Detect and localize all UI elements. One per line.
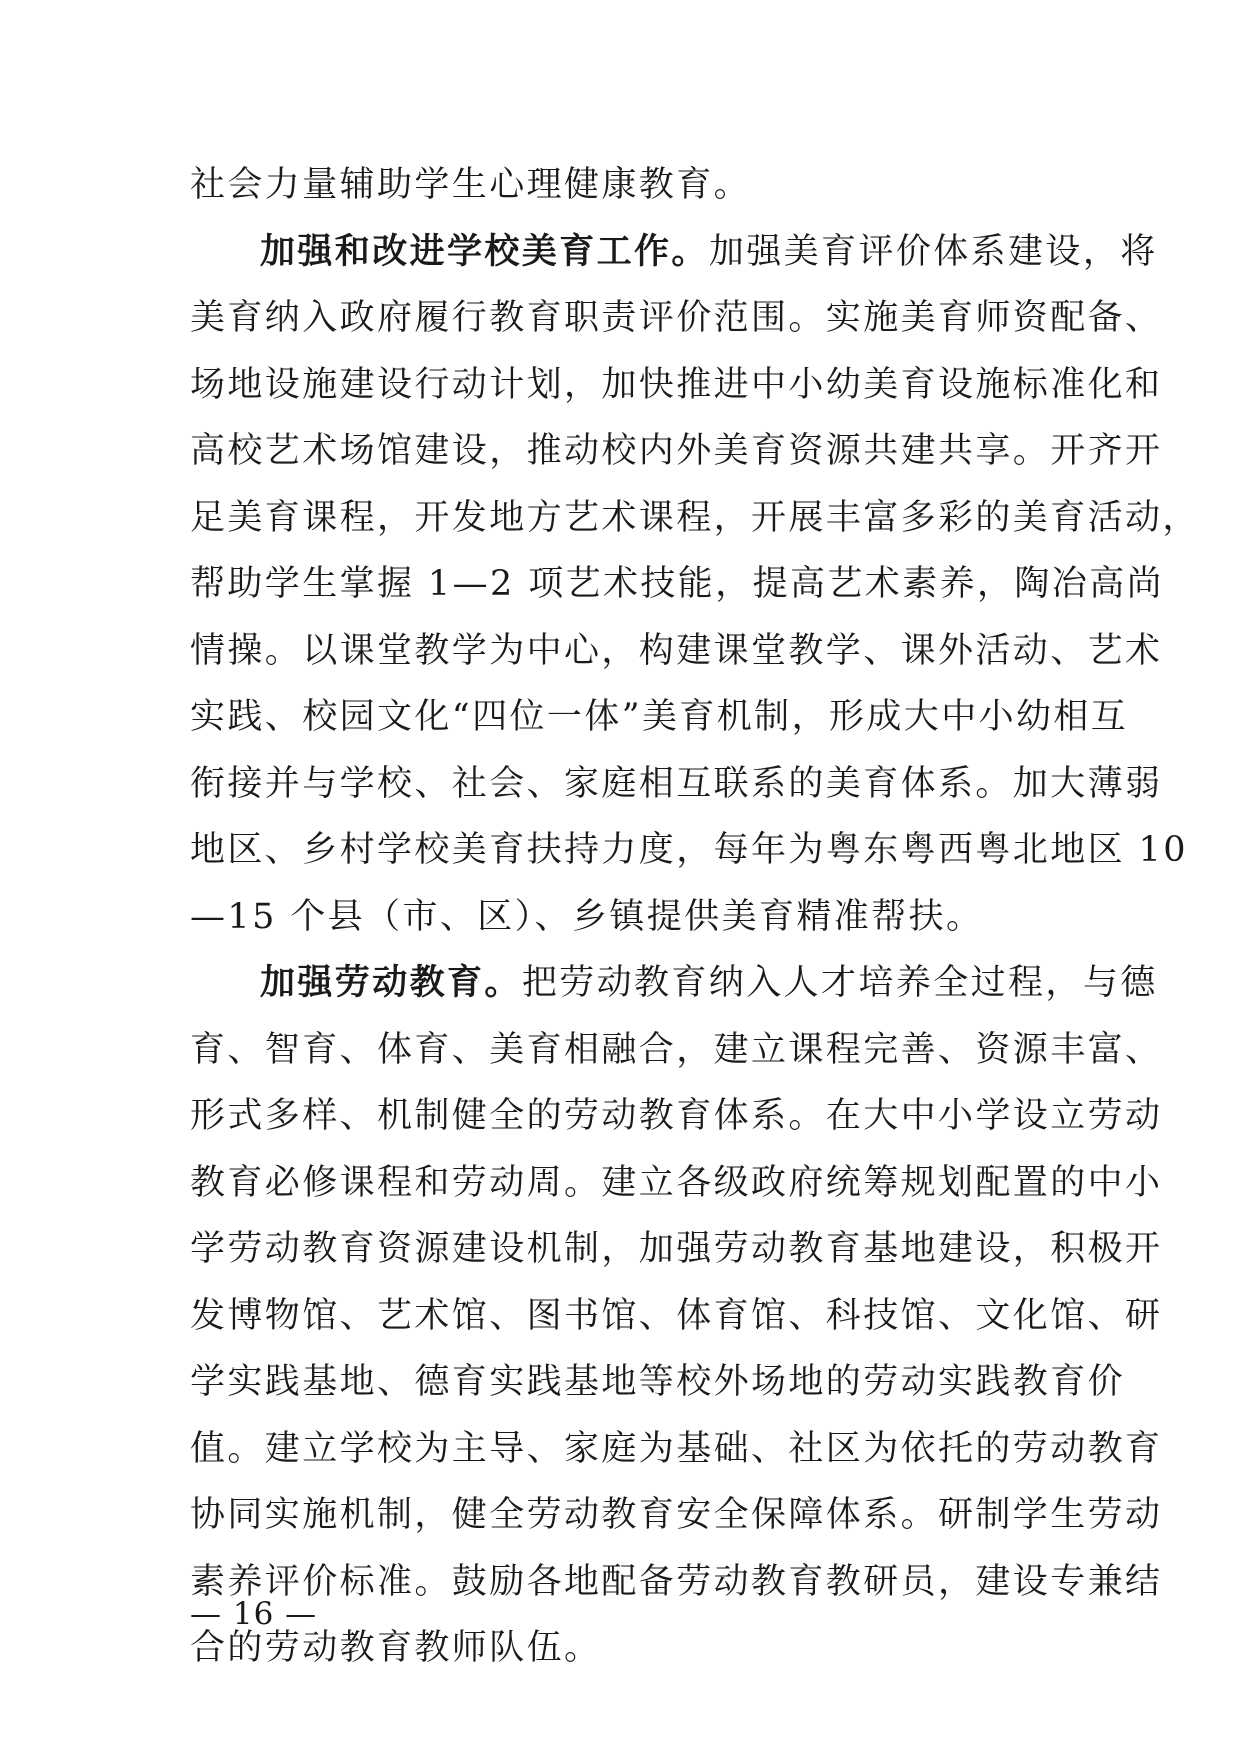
page-number: — 16 — (190, 1596, 318, 1632)
text-line: 合的劳动教育教师队伍。 (190, 1628, 602, 1668)
text-line: 学实践基地、德育实践基地等校外场地的劳动实践教育价 (190, 1362, 1126, 1402)
text-line: 发博物馆、艺术馆、图书馆、体育馆、科技馆、文化馆、研 (190, 1295, 1163, 1336)
text-line: 值。建立学校为主导、家庭为基础、社区为依托的劳动教育 (190, 1428, 1163, 1469)
text-line: 素养评价标准。鼓励各地配备劳动教育教研员，建设专兼结 (190, 1561, 1163, 1602)
paragraph-art-education (190, 219, 1200, 951)
text-line: 情操。以课堂教学为中心，构建课堂教学、课外活动、艺术 (190, 630, 1163, 671)
paragraph-heading: 加强和改进学校美育工作。 (260, 230, 709, 272)
text-line: 高校艺术场馆建设，推动校内外美育资源共建共享。开齐开 (190, 431, 1163, 471)
text-line (190, 950, 1158, 1017)
text-line: 协同实施机制，健全劳动教育安全保障体系。研制学生劳动 (190, 1495, 1163, 1535)
text-line: 足美育课程，开发地方艺术课程，开展丰富多彩的美育活动， (190, 497, 1200, 538)
paragraph-intro (190, 152, 1052, 219)
text-fragment: 加强美育评价体系建设，将 (708, 231, 1158, 272)
text-line: 学劳动教育资源建设机制，加强劳动教育基地建设，积极开 (190, 1229, 1163, 1269)
text-line: 地区、乡村学校美育扶持力度，每年为粤东粤西粤北地区 10 (190, 830, 1188, 870)
paragraph-labor-education (190, 950, 1163, 1682)
text-line: 美育纳入政府履行教育职责评价范围。实施美育师资配备、 (190, 298, 1163, 338)
text-fragment: 把劳动教育纳入人才培养全过程，与德 (521, 963, 1158, 1003)
paragraph-heading: 加强劳动教育。 (260, 962, 522, 1003)
text-line: —15 个县（市、区）、乡镇提供美育精准帮扶。 (190, 896, 984, 937)
text-line: 帮助学生掌握 1—2 项艺术技能，提高艺术素养，陶冶高尚 (190, 564, 1164, 604)
text-line: 衔接并与学校、社会、家庭相互联系的美育体系。加大薄弱 (190, 763, 1163, 804)
text-line: 实践、校园文化“四位一体”美育机制，形成大中小幼相互 (190, 697, 1129, 737)
text-line: 形式多样、机制健全的劳动教育体系。在大中小学设立劳动 (190, 1096, 1163, 1136)
text-line: 育、智育、体育、美育相融合，建立课程完善、资源丰富、 (190, 1029, 1163, 1070)
document-body (190, 152, 1200, 1682)
text-line: 社会力量辅助学生心理健康教育。 (190, 165, 752, 205)
text-line: 场地设施建设行动计划，加快推进中小幼美育设施标准化和 (190, 364, 1163, 405)
text-line: 教育必修课程和劳动周。建立各级政府统筹规划配置的中小 (190, 1162, 1163, 1203)
text-line (190, 219, 1158, 286)
